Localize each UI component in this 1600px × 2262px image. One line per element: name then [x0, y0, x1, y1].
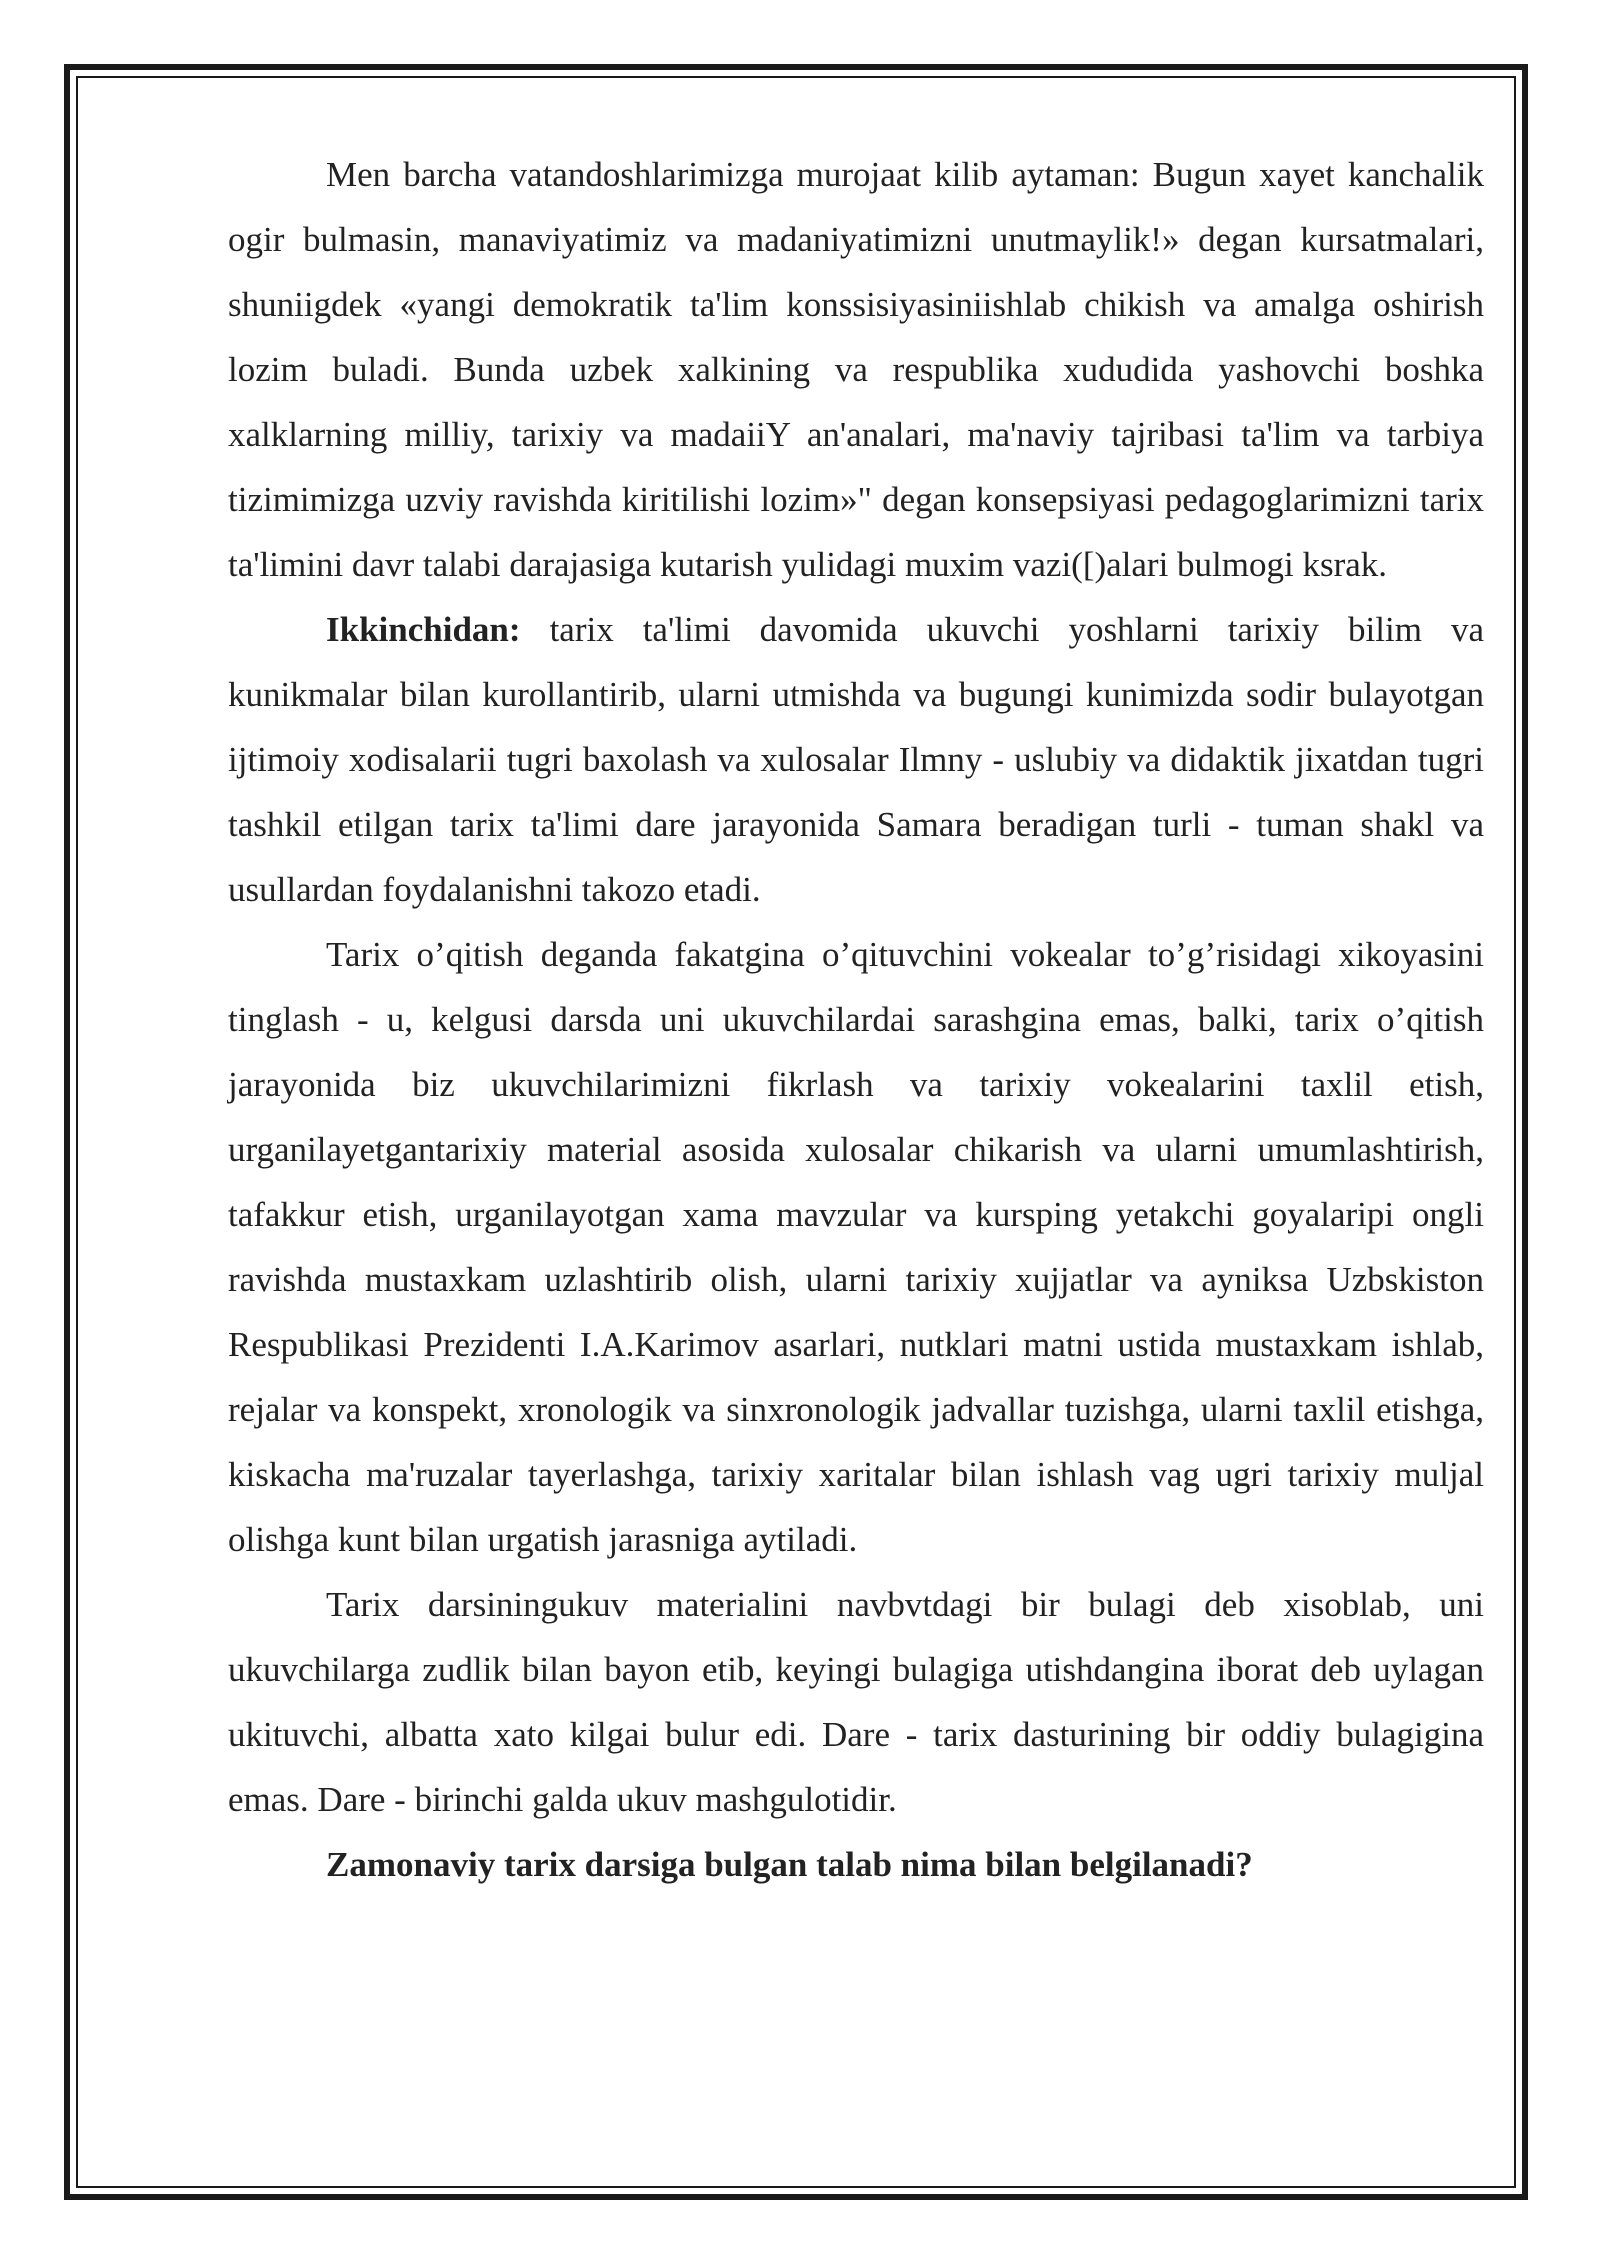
paragraph-2-text: tarix ta'limi davomida ukuvchi yoshlarni tarixiy bilim va kunikmalar bilan kurollantirib, ularni utmishda va bugungi kunimizda sodir bulayotgan ijtimoiy xodisalarii tugri baxolash va xulosalar Ilmny - uslubiy va didaktik jixatdan tugri tashkil etilgan tarix ta'limi dare jarayonida Samara beradigan turli - tuman shakl va usullardan foydalanishni takozo etadi. — [228, 610, 1484, 909]
paragraph-1 — [228, 142, 1484, 597]
paragraph-4 — [228, 1572, 1484, 1832]
paragraph-3-text: Tarix o’qitish deganda fakatgina o’qituvchini vokealar to’g’risidagi xikoyasini tinglash - u, kelgusi darsda uni ukuvchilardai sarashgina emas, balki, tarix o’qitish jarayonida biz ukuvchilarimizni fikrlash va tarixiy vokealarini taxlil etish, urganilayetgantarixiy material asosida xulosalar chikarish va ularni umumlashtirish, tafakkur etish, urganilayotgan xama mavzular va kursping yetakchi goyalaripi ongli ravishda mustaxkam uzlashtirib olish, ularni tarixiy xujjatlar va ayniksa Uzbskiston Respublikasi Prezidenti I.A.Karimov asarlari, nutklari matni ustida mustaxkam ishlab, rejalar va konspekt, xronologik va sinxronologik jadvallar tuzishga, ularni taxlil etishga, kiskacha ma'ruzalar tayerlashga, tarixiy xaritalar bilan ishlash vag ugri tarixiy muljal olishga kunt bilan urgatish jarasniga aytiladi. — [228, 935, 1484, 1559]
paragraph-2-lead: Ikkinchidan: — [326, 610, 521, 649]
paragraph-3 — [228, 922, 1484, 1572]
section-heading: Zamonaviy tarix darsiga bulgan talab nima bilan belgilanadi? — [326, 1845, 1253, 1884]
paragraph-2 — [228, 597, 1484, 922]
document-body — [228, 142, 1484, 1897]
paragraph-1-text: Men barcha vatandoshlarimizga murojaat kilib aytaman: Bugun xayet kanchalik ogir bulmasin, manaviyatimiz va madaniyatimizni unutmaylik!» degan kursatmalari, shuniigdek «yangi demokratik ta'lim konssisiyasiniishlab chikish va amalga oshirish lozim buladi. Bunda uzbek xalkining va respublika xududida yashovchi boshka xalklarning milliy, tarixiy va madaiiY an'analari, ma'naviy tajribasi ta'lim va tarbiya tizimimizga uzviy ravishda kiritilishi lozim»" degan konsepsiyasi pedagoglarimizni tarix ta'limini davr talabi darajasiga kutarish yulidagi muxim vazi([)alari bulmogi ksrak. — [228, 155, 1484, 584]
paragraph-4-text: Tarix darsiningukuv materialini navbvtdagi bir bulagi deb xisoblab, uni ukuvchilarga zudlik bilan bayon etib, keyingi bulagiga utishdangina iborat deb uylagan ukituvchi, albatta xato kilgai bulur edi. Dare - tarix dasturining bir oddiy bulagigina emas. Dare - birinchi galda ukuv mashgulotidir. — [228, 1585, 1484, 1819]
